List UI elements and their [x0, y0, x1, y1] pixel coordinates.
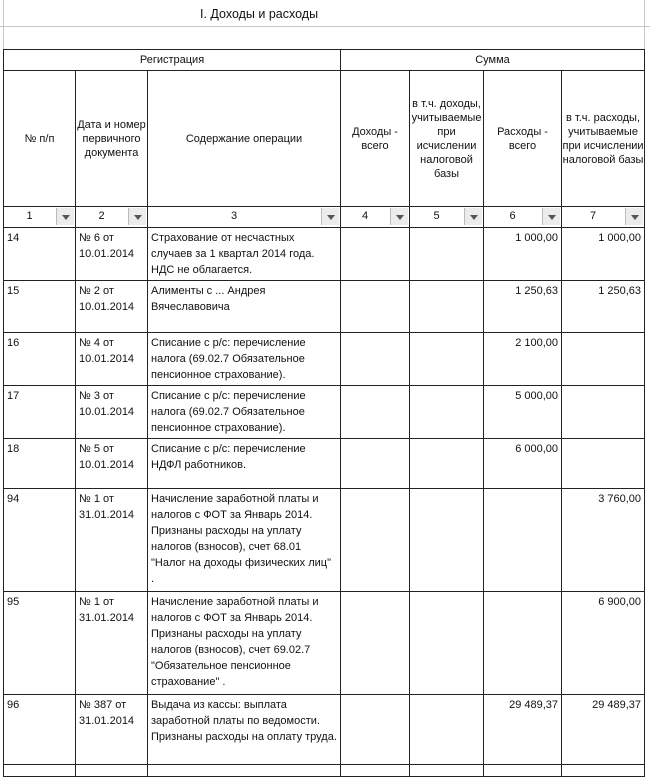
table-row	[4, 592, 645, 695]
row-document[interactable]: № 3 от 10.01.2014	[76, 386, 148, 439]
row-expense-total[interactable]: 5 000,00	[484, 386, 562, 439]
row-content[interactable]: Страхование от несчастных случаев за 1 квартал 2014 года. НДС не облагается.	[148, 228, 341, 281]
row-expense-tax[interactable]: 1 250,63	[562, 281, 645, 333]
title-row	[0, 0, 650, 26]
row-expense-total[interactable]: 1 250,63	[484, 281, 562, 333]
row-document[interactable]: № 4 от 10.01.2014	[76, 333, 148, 386]
filter-cell-6	[484, 207, 561, 227]
row-expense-tax[interactable]	[562, 333, 645, 386]
table-row	[4, 333, 645, 386]
row-content[interactable]: Начисление заработной платы и налогов с ФОТ за Январь 2014. Признаны расходы на уплату налогов (взносов), счет 68.01 "Налог на доходы физических лиц" .	[148, 489, 341, 592]
row-income-tax[interactable]	[410, 333, 484, 386]
grid-line	[0, 26, 650, 27]
row-income-total[interactable]	[341, 489, 410, 592]
empty-cell	[4, 765, 76, 777]
row-number[interactable]: 15	[4, 281, 76, 333]
row-document[interactable]: № 1 от 31.01.2014	[76, 489, 148, 592]
col-header-income-tax: в т.ч. доходы, учитываемые при исчислении налоговой базы	[410, 71, 484, 207]
filter-dropdown-button[interactable]	[321, 208, 339, 225]
row-income-tax[interactable]	[410, 439, 484, 489]
row-expense-total[interactable]: 1 000,00	[484, 228, 562, 281]
empty-cell	[76, 765, 148, 777]
registration-header: Регистрация	[4, 50, 341, 71]
row-income-total[interactable]	[341, 439, 410, 489]
filter-cell-1	[4, 207, 75, 227]
section-title: I. Доходы и расходы	[200, 7, 319, 21]
filter-cell-3	[148, 207, 340, 227]
filter-cell-2	[76, 207, 147, 227]
col-header-income-total: Доходы - всего	[341, 71, 410, 207]
col-header-expense-total: Расходы - всего	[484, 71, 562, 207]
row-expense-tax[interactable]: 6 900,00	[562, 592, 645, 695]
row-document[interactable]: № 2 от 10.01.2014	[76, 281, 148, 333]
col-header-expense-tax: в т.ч. расходы, учитываемые при исчислении налоговой базы	[562, 71, 645, 207]
row-document[interactable]: № 6 от 10.01.2014	[76, 228, 148, 281]
column-number: 2	[98, 210, 105, 222]
col-header-content: Содержание операции	[148, 71, 341, 207]
table-row	[4, 228, 645, 281]
row-expense-total[interactable]	[484, 489, 562, 592]
row-content[interactable]: Выдача из кассы: выплата заработной платы по ведомости. Признаны расходы на оплату труда.	[148, 695, 341, 765]
row-expense-total[interactable]	[484, 592, 562, 695]
empty-cell	[484, 765, 562, 777]
row-content[interactable]: Списание с р/с: перечисление налога (69.02.7 Обязательное пенсионное страхование).	[148, 333, 341, 386]
sum-header: Сумма	[341, 50, 645, 71]
filter-dropdown-button[interactable]	[128, 208, 146, 225]
filter-dropdown-button[interactable]	[390, 208, 408, 225]
row-number[interactable]: 18	[4, 439, 76, 489]
table-row	[4, 695, 645, 765]
row-expense-total[interactable]: 2 100,00	[484, 333, 562, 386]
row-content[interactable]: Списание с р/с: перечисление НДФЛ работников.	[148, 439, 341, 489]
row-expense-total[interactable]: 29 489,37	[484, 695, 562, 765]
empty-cell	[562, 765, 645, 777]
row-income-tax[interactable]	[410, 592, 484, 695]
row-number[interactable]: 16	[4, 333, 76, 386]
empty-cell	[410, 765, 484, 777]
col-header-doc: Дата и номер первичного документа	[76, 71, 148, 207]
column-number: 6	[509, 210, 516, 222]
column-number: 3	[230, 210, 238, 222]
row-income-total[interactable]	[341, 695, 410, 765]
table-body	[4, 228, 645, 777]
row-expense-tax[interactable]	[562, 386, 645, 439]
row-income-total[interactable]	[341, 281, 410, 333]
row-number[interactable]: 17	[4, 386, 76, 439]
table-row	[4, 281, 645, 333]
row-income-total[interactable]	[341, 333, 410, 386]
row-document[interactable]: № 387 от 31.01.2014	[76, 695, 148, 765]
filter-cell-5	[410, 207, 483, 227]
column-number: 5	[433, 210, 440, 222]
ledger-table	[3, 49, 645, 777]
row-expense-tax[interactable]: 29 489,37	[562, 695, 645, 765]
row-income-tax[interactable]	[410, 489, 484, 592]
filter-cell-4	[341, 207, 409, 227]
empty-cell	[148, 765, 341, 777]
table-row	[4, 439, 645, 489]
row-content[interactable]: Начисление заработной платы и налогов с ФОТ за Январь 2014. Признаны расходы на уплату налогов (взносов), счет 69.02.7 "Обязательное пенсионное страхование" .	[148, 592, 341, 695]
row-content[interactable]: Списание с р/с: перечисление налога (69.02.7 Обязательное пенсионное страхование).	[148, 386, 341, 439]
col-header-num: № п/п	[4, 71, 76, 207]
row-income-total[interactable]	[341, 592, 410, 695]
row-income-total[interactable]	[341, 386, 410, 439]
row-content[interactable]: Алименты с ... Андрея Вячеславовича	[148, 281, 341, 333]
row-income-tax[interactable]	[410, 228, 484, 281]
table-row	[4, 386, 645, 439]
filter-dropdown-button[interactable]	[542, 208, 560, 225]
row-income-tax[interactable]	[410, 281, 484, 333]
row-expense-tax[interactable]: 1 000,00	[562, 228, 645, 281]
row-number[interactable]: 94	[4, 489, 76, 592]
column-number: 1	[26, 210, 33, 222]
row-income-tax[interactable]	[410, 386, 484, 439]
row-number[interactable]: 14	[4, 228, 76, 281]
filter-dropdown-button[interactable]	[625, 208, 643, 225]
row-document[interactable]: № 1 от 31.01.2014	[76, 592, 148, 695]
row-number[interactable]: 96	[4, 695, 76, 765]
row-expense-tax[interactable]	[562, 439, 645, 489]
partial-row	[4, 765, 645, 777]
filter-cell-7	[562, 207, 644, 227]
row-income-tax[interactable]	[410, 695, 484, 765]
row-number[interactable]: 95	[4, 592, 76, 695]
row-expense-tax[interactable]: 3 760,00	[562, 489, 645, 592]
column-number: 4	[361, 210, 369, 222]
table-row	[4, 489, 645, 592]
row-document[interactable]: № 5 от 10.01.2014	[76, 439, 148, 489]
filter-dropdown-button[interactable]	[464, 208, 482, 225]
column-number: 7	[589, 210, 597, 222]
empty-cell	[341, 765, 410, 777]
filter-dropdown-button[interactable]	[56, 208, 74, 225]
row-expense-total[interactable]: 6 000,00	[484, 439, 562, 489]
row-income-total[interactable]	[341, 228, 410, 281]
